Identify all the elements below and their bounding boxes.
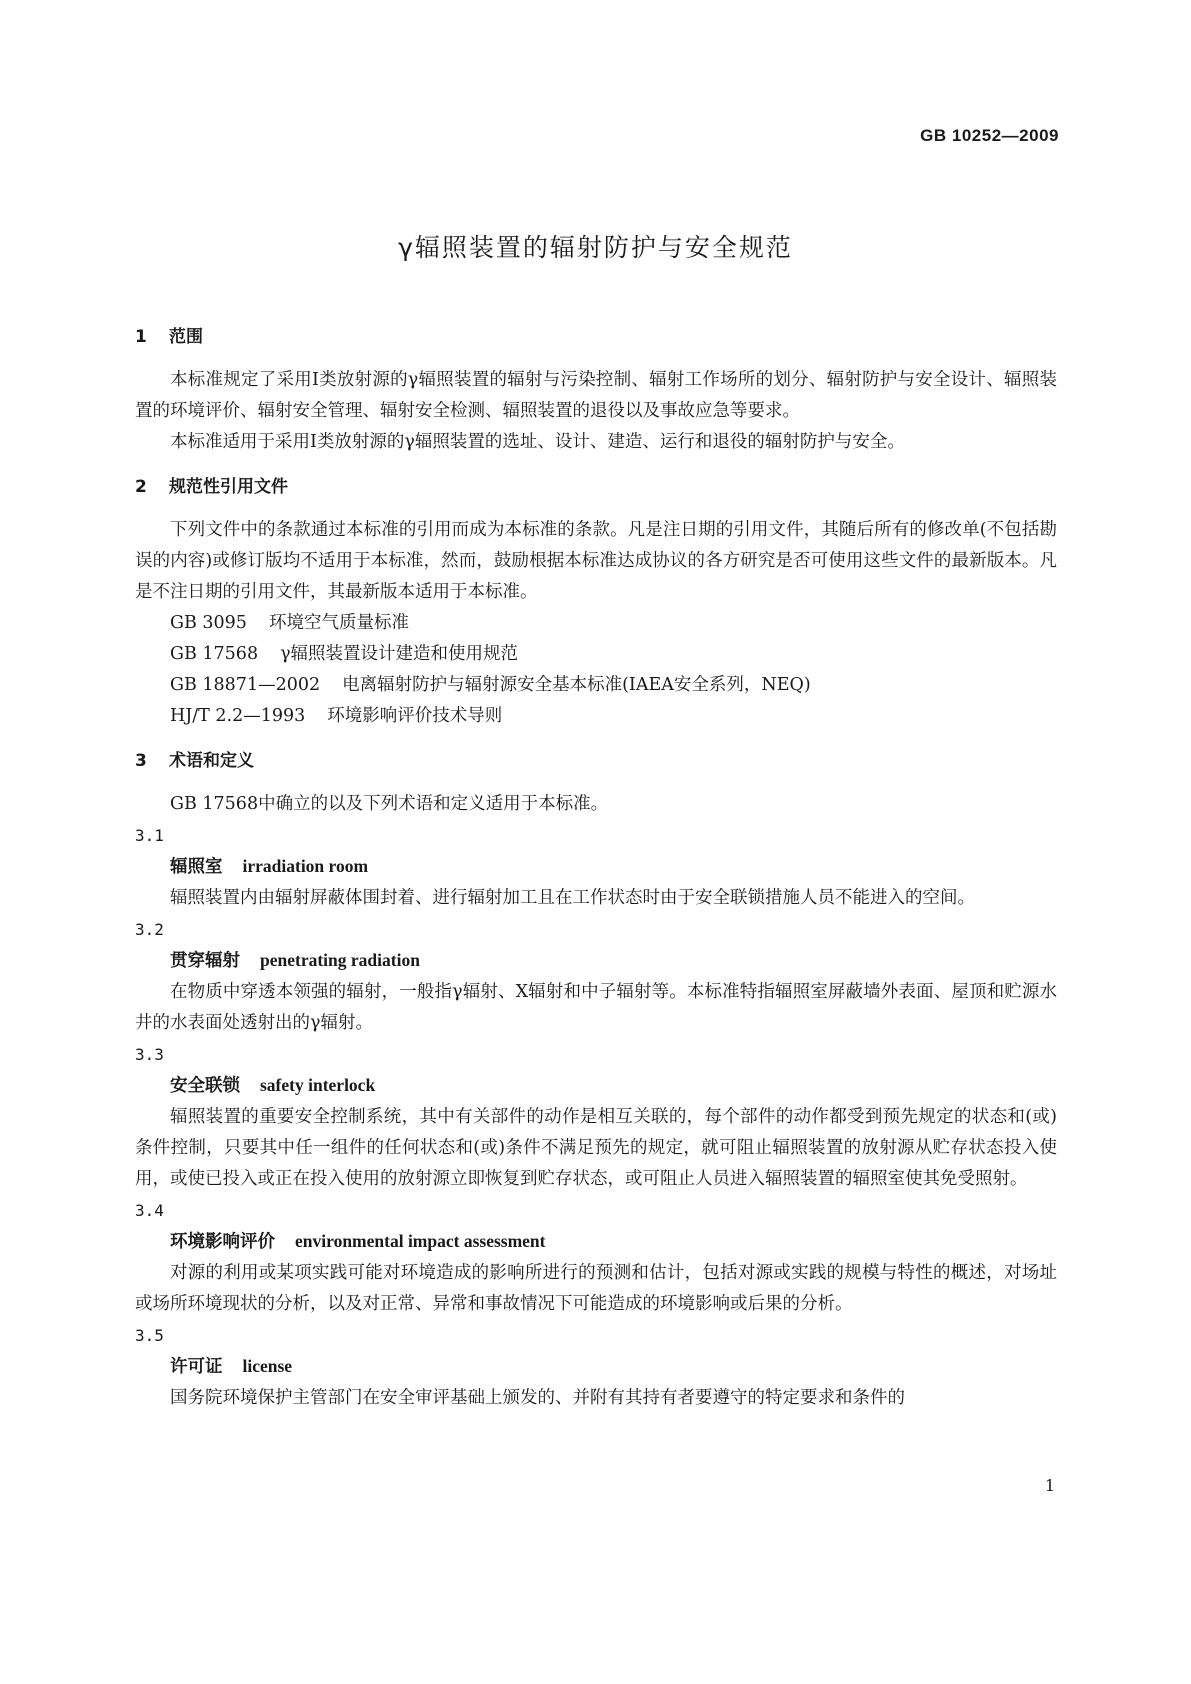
reference-title: 环境影响评价技术导则 [327,706,503,726]
term-chinese: 环境影响评价 [170,1232,275,1252]
term-name [135,851,1057,883]
reference-item [135,701,1057,732]
page-number: 1 [1044,1476,1055,1495]
term-english: penetrating radiation [260,950,420,970]
reference-title: γ辐照装置设计建造和使用规范 [280,644,519,664]
term-definition: 国务院环境保护主管部门在安全审评基础上颁发的、并附有其持有者要遵守的特定要求和条件的 [170,1388,905,1408]
reference-code: GB 18871—2002 [170,675,321,695]
term-number: 3.3 [135,1045,164,1064]
term-english: irradiation room [242,856,369,876]
section-number: 1 [135,327,147,347]
term-chinese: 辐照室 [170,857,223,877]
reference-code: GB 17568 [170,644,259,664]
reference-item [135,608,1057,639]
reference-item [135,670,1057,701]
term-name [135,1070,1057,1102]
reference-title: 电离辐射防护与辐射源安全基本标准(IAEA安全系列，NEQ) [342,675,811,695]
term-english: environmental impact assessment [295,1231,546,1251]
document-body [135,322,1057,1414]
term-definition: 辐照装置的重要安全控制系统，其中有关部件的动作是相互关联的，每个部件的动作都受到预先规定的状态和(或)条件控制，只要其中任一组件的任何状态和(或)条件不满足预先的规定，就可阻止辐照装置的放射源从贮存状态投入使用，或使已投入或正在投入使用的放射源立即恢复到贮存状态，或可阻止人员进入辐照装置的辐照室使其免受照射。 [135,1107,1057,1189]
term-number: 3.1 [135,826,164,845]
section-1-heading [135,322,1057,353]
reference-item [135,639,1057,670]
section-number: 2 [135,477,147,497]
section-3-intro: GB 17568中确立的以及下列术语和定义适用于本标准。 [170,794,609,814]
document-title: γ辐照装置的辐射防护与安全规范 [398,233,793,262]
term-number: 3.2 [135,920,164,939]
term-name [135,1226,1057,1258]
section-2-paragraph: 下列文件中的条款通过本标准的引用而成为本标准的条款。凡是注日期的引用文件，其随后所有的修改单(不包括勘误的内容)或修订版均不适用于本标准，然而，鼓励根据本标准达成协议的各方研究是否可使用这些文件的最新版本。凡是不注日期的引用文件，其最新版本适用于本标准。 [135,520,1057,602]
term-number: 3.4 [135,1201,164,1220]
section-2-heading [135,472,1057,503]
section-1-paragraph: 本标准规定了采用Ⅰ类放射源的γ辐照装置的辐射与污染控制、辐射工作场所的划分、辐射防护与安全设计、辐照装置的环境评价、辐射安全管理、辐射安全检测、辐照装置的退役以及事故应急等要求。 [135,370,1057,421]
section-3-heading [135,746,1057,777]
term-chinese: 贯穿辐射 [170,951,240,971]
term-name [135,1351,1057,1383]
term-chinese: 安全联锁 [170,1076,240,1096]
term-chinese: 许可证 [170,1357,223,1377]
reference-title: 环境空气质量标准 [268,613,409,633]
standard-code: GB 10252—2009 [920,126,1059,145]
reference-code: GB 3095 [170,613,247,633]
reference-code: HJ/T 2.2—1993 [170,706,306,726]
term-english: license [242,1356,293,1376]
term-definition: 辐照装置内由辐射屏蔽体围封着、进行辐射加工且在工作状态时由于安全联锁措施人员不能进入的空间。 [170,888,975,908]
section-1-paragraph: 本标准适用于采用Ⅰ类放射源的γ辐照装置的选址、设计、建造、运行和退役的辐射防护与安全。 [170,432,905,452]
section-number: 3 [135,751,147,771]
term-definition: 对源的利用或某项实践可能对环境造成的影响所进行的预测和估计，包括对源或实践的规模与特性的概述，对场址或场所环境现状的分析，以及对正常、异常和事故情况下可能造成的环境影响或后果的分析。 [135,1263,1057,1314]
term-definition: 在物质中穿透本领强的辐射，一般指γ辐射、X辐射和中子辐射等。本标准特指辐照室屏蔽墙外表面、屋顶和贮源水井的水表面处透射出的γ辐射。 [135,982,1057,1033]
section-title: 术语和定义 [169,751,254,771]
section-title: 规范性引用文件 [169,477,288,497]
term-name [135,945,1057,977]
section-title: 范围 [169,327,203,347]
term-english: safety interlock [260,1075,376,1095]
term-number: 3.5 [135,1326,164,1345]
